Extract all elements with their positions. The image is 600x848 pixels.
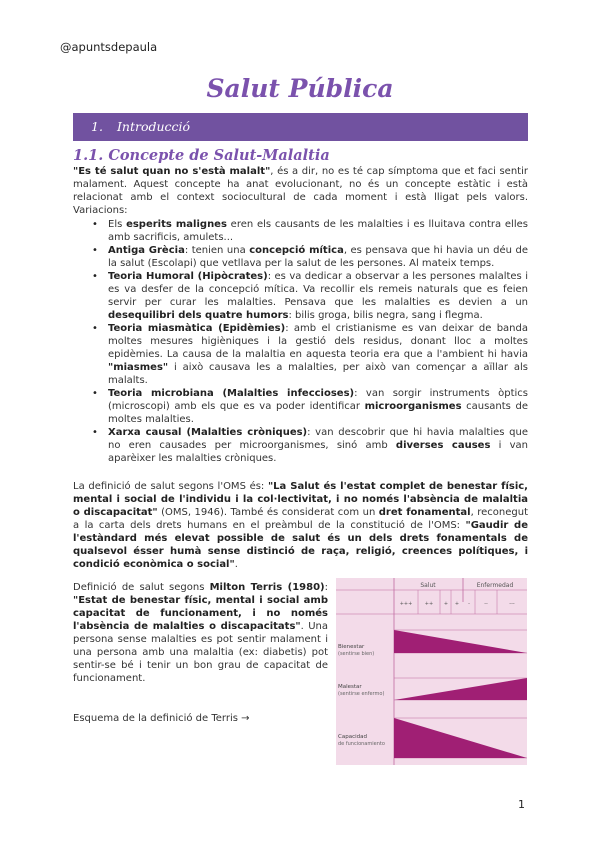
section-label: Introducció [116, 119, 191, 134]
variations-list [90, 218, 528, 465]
list-item: • Els esperits malignes eren els causants de les malalties i es lluitava contra elles amb sacrificis, amulets... [90, 218, 528, 244]
row-sub-bienestar: (sentirse bien) [338, 651, 375, 657]
list-item: • Xarxa causal (Malalties cròniques): van descobrir que hi havia malalties que no eren causades per microorganismes, sinó amb diverses causes i van aparèixer les malalties cròniques. [90, 426, 528, 465]
col-malaltia: Enfermedad [476, 582, 514, 589]
intro-quote: "Es té salut quan no s'està malalt" [73, 166, 271, 177]
schema-caption: Esquema de la definició de Terris → [73, 713, 250, 724]
list-item: • Teoria microbiana (Malalties infeccioses): van sorgir instruments òptics (microscopi) amb els que es va poder identificar microorganismes causants de moltes malalties. [90, 387, 528, 426]
arrow-label: ++ [424, 601, 434, 607]
arrow-label: + [443, 601, 449, 607]
row-label-malestar: Malestar [338, 684, 362, 690]
list-item: • Antiga Grècia: tenien una concepció mítica, es pensava que hi havia un déu de la salut (Escolapi) que vetllava per la salut de les persones. Al mateix temps. [90, 244, 528, 270]
subsection-title: 1.1. Concepte de Salut-Malaltia [73, 147, 330, 164]
list-item: • Teoria Humoral (Hipòcrates): es va dedicar a observar a les persones malaltes i es va desfer de la concepció mítica. Va recollir els remeis naturals que es feien servir per curar les malalties. Pensava que les malalties es devien a un desequilibri dels quatre humors: bilis groga, bilis negra, sang i flegma. [90, 270, 528, 322]
row-sub-capacidad: de funcionamiento [338, 741, 385, 747]
terris-definition: Definició de salut segons Milton Terris (1980): "Estat de benestar físic, mental i social amb capacitat de funcionament, i no només l'absència de malalties o discapacitats". Una persona sense malalties es pot sentir malament i una persona amb una malaltia (ex: diabetis) pot sentir-se bé i tenir un bon grau de capacitat de funcionament. [73, 582, 328, 684]
col-salut: Salut [420, 582, 436, 589]
oms-definition: La definició de salut segons l'OMS és: "La Salut és l'estat complet de benestar físic, mental i social de l'individu i la col·lectivitat, i no només l'absència de malaltia o discapacitat" (OMS, 1946). També és considerat com un dret fonamental, reconegut a la carta dels drets humans en el preàmbul de la constitució de l'OMS: "Gaudir de l'estàndard més elevat possible de salut és un dels drets fonamentals de qualsevol ésser humà sense distinció de raça, religió, creences polítiques, i condició econòmica o social". [73, 481, 528, 570]
section-number: 1. [91, 119, 103, 134]
row-label-bienestar: Bienestar [338, 644, 365, 650]
arrow-label: --- [509, 601, 515, 607]
arrow-label: - [468, 601, 470, 607]
arrow-label: +++ [399, 601, 413, 607]
list-item: • Teoria miasmàtica (Epidèmies): amb el cristianisme es van deixar de banda moltes mesures higièniques i la gestió dels residus, donant lloc a moltes epidèmies. La causa de la malaltia en aquesta teoria era que a l'ambient hi havia "miasmes" i això causava les a malalties, per això van començar a aïllar als malalts. [90, 322, 528, 387]
row-sub-malestar: (sentirse enfermo) [338, 691, 385, 697]
page-number: 1 [518, 798, 525, 811]
section-header [73, 113, 528, 141]
arrow-label: -- [484, 601, 488, 607]
row-label-capacidad: Capacidad [338, 734, 367, 740]
author-handle: @apuntsdepaula [60, 40, 158, 54]
page-title: Salut Pública [206, 74, 394, 103]
terris-diagram [336, 578, 527, 765]
intro-paragraph [73, 165, 528, 217]
arrow-label: + [454, 601, 460, 607]
intro-text: , és a dir, no es té cap símptoma que et faci sentir malament. Aquest concepte ha anat evolucionant, no és un concepte estàtic i està relacionat amb el context sociocultural de cada moment i està lligat pels valors. Variacions: [73, 166, 528, 216]
